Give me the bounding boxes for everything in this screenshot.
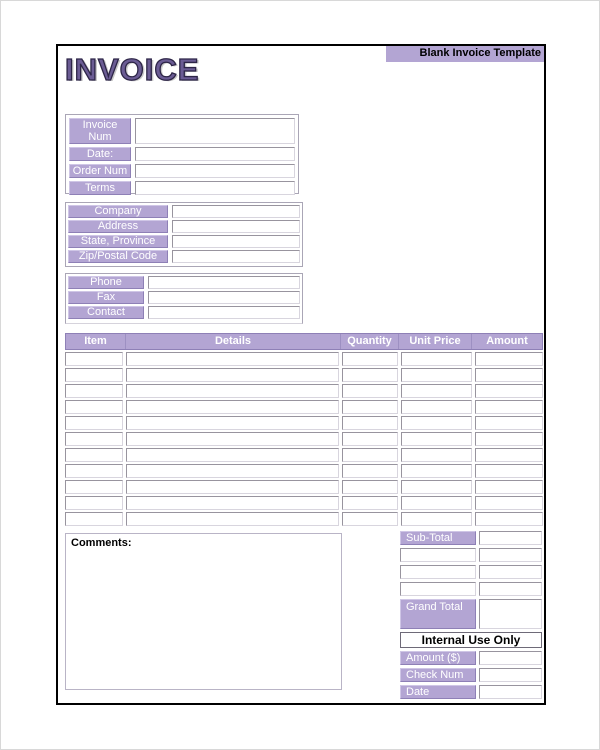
table-row: [65, 496, 543, 510]
terms-label: Terms: [69, 181, 131, 195]
order-num-field[interactable]: [135, 164, 295, 178]
comments-label: Comments:: [71, 537, 132, 549]
item-cell[interactable]: [65, 432, 123, 446]
contact-field[interactable]: [148, 306, 300, 319]
item-cell[interactable]: [65, 464, 123, 478]
internal-use-only-title: Internal Use Only: [400, 632, 542, 648]
state-province-row: [68, 235, 300, 248]
details-cell[interactable]: [126, 432, 339, 446]
totals-section: [400, 531, 542, 702]
quantity-cell[interactable]: [342, 448, 398, 462]
fax-label: Fax: [68, 291, 144, 304]
internal-date-field[interactable]: [479, 685, 542, 699]
unit-price-cell[interactable]: [401, 512, 472, 526]
unit-price-cell[interactable]: [401, 464, 472, 478]
unit-price-cell[interactable]: [401, 400, 472, 414]
quantity-column-header: Quantity: [341, 334, 399, 349]
zip-postal-row: [68, 250, 300, 263]
totals-extra-label-cell[interactable]: [400, 548, 476, 562]
contact-label: Contact: [68, 306, 144, 319]
items-table-body: [65, 352, 543, 526]
unit-price-cell[interactable]: [401, 384, 472, 398]
table-row: [65, 432, 543, 446]
internal-amount-field[interactable]: [479, 651, 542, 665]
table-row: [65, 400, 543, 414]
unit-price-cell[interactable]: [401, 480, 472, 494]
unit-price-cell[interactable]: [401, 448, 472, 462]
check-num-label: Check Num: [400, 668, 476, 682]
grand-total-label: Grand Total: [400, 599, 476, 629]
amount-cell[interactable]: [475, 480, 543, 494]
item-cell[interactable]: [65, 480, 123, 494]
totals-extra-value-cell[interactable]: [479, 548, 542, 562]
item-cell[interactable]: [65, 496, 123, 510]
unit-price-column-header: Unit Price: [399, 334, 472, 349]
address-row: [68, 220, 300, 233]
table-row: [65, 368, 543, 382]
item-cell[interactable]: [65, 352, 123, 366]
internal-amount-label: Amount ($): [400, 651, 476, 665]
sub-total-label: Sub-Total: [400, 531, 476, 545]
item-cell[interactable]: [65, 416, 123, 430]
terms-row: [69, 181, 295, 195]
quantity-cell[interactable]: [342, 432, 398, 446]
terms-field[interactable]: [135, 181, 295, 195]
item-cell[interactable]: [65, 448, 123, 462]
item-column-header: Item: [66, 334, 126, 349]
item-cell[interactable]: [65, 384, 123, 398]
unit-price-cell[interactable]: [401, 432, 472, 446]
invoice-num-field[interactable]: [135, 118, 295, 144]
quantity-cell[interactable]: [342, 496, 398, 510]
totals-extra-value-cell[interactable]: [479, 582, 542, 596]
order-num-label: Order Num: [69, 164, 131, 178]
company-info-group: [65, 202, 303, 267]
date-label: Date:: [69, 147, 131, 161]
company-field[interactable]: [172, 205, 300, 218]
quantity-cell[interactable]: [342, 464, 398, 478]
invoice-num-row: [69, 118, 295, 144]
table-row: [65, 352, 543, 366]
address-label: Address: [68, 220, 168, 233]
internal-date-label: Date: [400, 685, 476, 699]
totals-extra-row: [400, 582, 542, 596]
invoice-page: [56, 44, 546, 705]
zip-postal-label: Zip/Postal Code: [68, 250, 168, 263]
totals-extra-label-cell[interactable]: [400, 565, 476, 579]
state-province-label: State, Province: [68, 235, 168, 248]
amount-column-header: Amount: [486, 335, 528, 347]
quantity-cell[interactable]: [342, 400, 398, 414]
details-column-header: Details: [126, 334, 341, 349]
amount-cell[interactable]: [475, 464, 543, 478]
date-field[interactable]: [135, 147, 295, 161]
table-row: [65, 464, 543, 478]
totals-extra-row: [400, 565, 542, 579]
item-cell[interactable]: [65, 512, 123, 526]
page-title: INVOICE: [65, 52, 200, 87]
quantity-cell[interactable]: [342, 368, 398, 382]
details-cell[interactable]: [126, 384, 339, 398]
invoice-info-group: [65, 114, 299, 194]
date-row: [69, 147, 295, 161]
unit-price-cell[interactable]: [401, 368, 472, 382]
totals-extra-rows: [400, 548, 542, 596]
zip-postal-field[interactable]: [172, 250, 300, 263]
grand-total-row: [400, 599, 542, 629]
phone-row: [68, 276, 300, 289]
fax-row: [68, 291, 300, 304]
totals-extra-label-cell[interactable]: [400, 582, 476, 596]
company-label: Company: [68, 205, 168, 218]
amount-cell[interactable]: [475, 368, 543, 382]
state-province-field[interactable]: [172, 235, 300, 248]
amount-cell[interactable]: [475, 400, 543, 414]
contact-info-group: [65, 273, 303, 324]
contact-row: [68, 306, 300, 319]
table-row: [65, 448, 543, 462]
table-row: [65, 512, 543, 526]
amount-cell[interactable]: [475, 496, 543, 510]
amount-cell[interactable]: [475, 432, 543, 446]
table-row: [65, 384, 543, 398]
check-num-row: [400, 668, 542, 682]
comments-box[interactable]: [65, 533, 342, 690]
sub-total-field[interactable]: [479, 531, 542, 545]
details-cell[interactable]: [126, 480, 339, 494]
amount-cell[interactable]: [475, 384, 543, 398]
internal-amount-row: [400, 651, 542, 665]
quantity-cell[interactable]: [342, 352, 398, 366]
unit-price-cell[interactable]: [401, 496, 472, 510]
company-row: [68, 205, 300, 218]
invoice-num-label: Invoice Num: [69, 118, 131, 144]
items-table: [65, 333, 543, 526]
quantity-cell[interactable]: [342, 512, 398, 526]
phone-field[interactable]: [148, 276, 300, 289]
details-cell[interactable]: [126, 496, 339, 510]
internal-date-row: [400, 685, 542, 699]
table-row: [65, 480, 543, 494]
quantity-cell[interactable]: [342, 480, 398, 494]
details-cell[interactable]: [126, 352, 339, 366]
order-num-row: [69, 164, 295, 178]
unit-price-cell[interactable]: [401, 352, 472, 366]
items-table-header: [65, 333, 543, 350]
totals-extra-row: [400, 548, 542, 562]
quantity-cell[interactable]: [342, 416, 398, 430]
grand-total-field[interactable]: [479, 599, 542, 629]
quantity-cell[interactable]: [342, 384, 398, 398]
sub-total-row: [400, 531, 542, 545]
amount-cell[interactable]: [475, 448, 543, 462]
item-cell[interactable]: [65, 400, 123, 414]
check-num-field[interactable]: [479, 668, 542, 682]
details-cell[interactable]: [126, 416, 339, 430]
address-field[interactable]: [172, 220, 300, 233]
details-cell[interactable]: [126, 512, 339, 526]
unit-price-cell[interactable]: [401, 416, 472, 430]
details-cell[interactable]: [126, 368, 339, 382]
phone-label: Phone: [68, 276, 144, 289]
amount-cell[interactable]: [475, 416, 543, 430]
details-cell[interactable]: [126, 400, 339, 414]
totals-extra-value-cell[interactable]: [479, 565, 542, 579]
details-cell[interactable]: [126, 464, 339, 478]
item-cell[interactable]: [65, 368, 123, 382]
template-badge: Blank Invoice Template: [386, 46, 544, 62]
details-cell[interactable]: [126, 448, 339, 462]
table-row: [65, 416, 543, 430]
amount-cell[interactable]: [475, 512, 543, 526]
fax-field[interactable]: [148, 291, 300, 304]
amount-cell[interactable]: [475, 352, 543, 366]
